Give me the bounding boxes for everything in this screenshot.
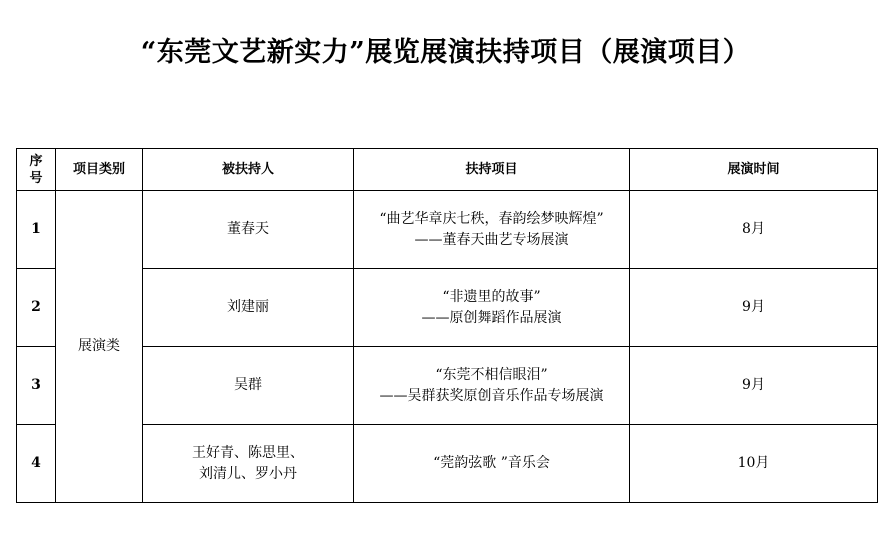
recipient-line: 王好青、陈思里、 bbox=[192, 444, 304, 461]
row-project bbox=[354, 425, 630, 503]
document-title: “东莞文艺新实力”展览展演扶持项目（展演项目） bbox=[140, 37, 751, 68]
header-time: 展演时间 bbox=[630, 149, 878, 191]
row-project bbox=[354, 347, 630, 425]
row-recipient bbox=[143, 347, 354, 425]
header-project: 扶持项目 bbox=[354, 149, 630, 191]
project-line: “东莞不相信眼泪” bbox=[435, 366, 548, 383]
project-line: ——吴群获奖原创音乐作品专场展演 bbox=[379, 387, 604, 404]
table-row bbox=[17, 425, 878, 503]
row-project bbox=[354, 191, 630, 269]
table-row bbox=[17, 347, 878, 425]
project-line: ——董春天曲艺专场展演 bbox=[414, 231, 569, 248]
category-cell: 展演类 bbox=[56, 191, 143, 503]
row-seq: 4 bbox=[17, 425, 56, 503]
row-project bbox=[354, 269, 630, 347]
project-line: ——原创舞蹈作品展演 bbox=[421, 309, 562, 326]
header-seq-line2: 号 bbox=[29, 170, 43, 186]
header-seq bbox=[17, 149, 56, 191]
row-recipient bbox=[143, 425, 354, 503]
row-time: 9月 bbox=[630, 269, 878, 347]
recipient-line: 刘清儿、罗小丹 bbox=[199, 465, 297, 482]
recipient-line: 吴群 bbox=[234, 377, 262, 393]
recipient-line: 刘建丽 bbox=[227, 299, 269, 315]
project-table bbox=[16, 148, 878, 503]
table-header-row bbox=[17, 149, 878, 191]
header-seq-line1: 序 bbox=[29, 153, 43, 169]
row-time: 8月 bbox=[630, 191, 878, 269]
header-category: 项目类别 bbox=[56, 149, 143, 191]
project-line: “莞韵弦歌 ”音乐会 bbox=[433, 455, 550, 471]
row-seq: 1 bbox=[17, 191, 56, 269]
project-line: “曲艺华章庆七秩，春韵绘梦映辉煌” bbox=[379, 210, 604, 227]
row-recipient bbox=[143, 269, 354, 347]
project-line: “非遗里的故事” bbox=[442, 288, 541, 305]
row-seq: 2 bbox=[17, 269, 56, 347]
table-row bbox=[17, 191, 878, 269]
row-time: 10月 bbox=[630, 425, 878, 503]
row-seq: 3 bbox=[17, 347, 56, 425]
recipient-line: 董春天 bbox=[227, 221, 269, 237]
row-recipient bbox=[143, 191, 354, 269]
table-row bbox=[17, 269, 878, 347]
header-recipient: 被扶持人 bbox=[143, 149, 354, 191]
row-time: 9月 bbox=[630, 347, 878, 425]
